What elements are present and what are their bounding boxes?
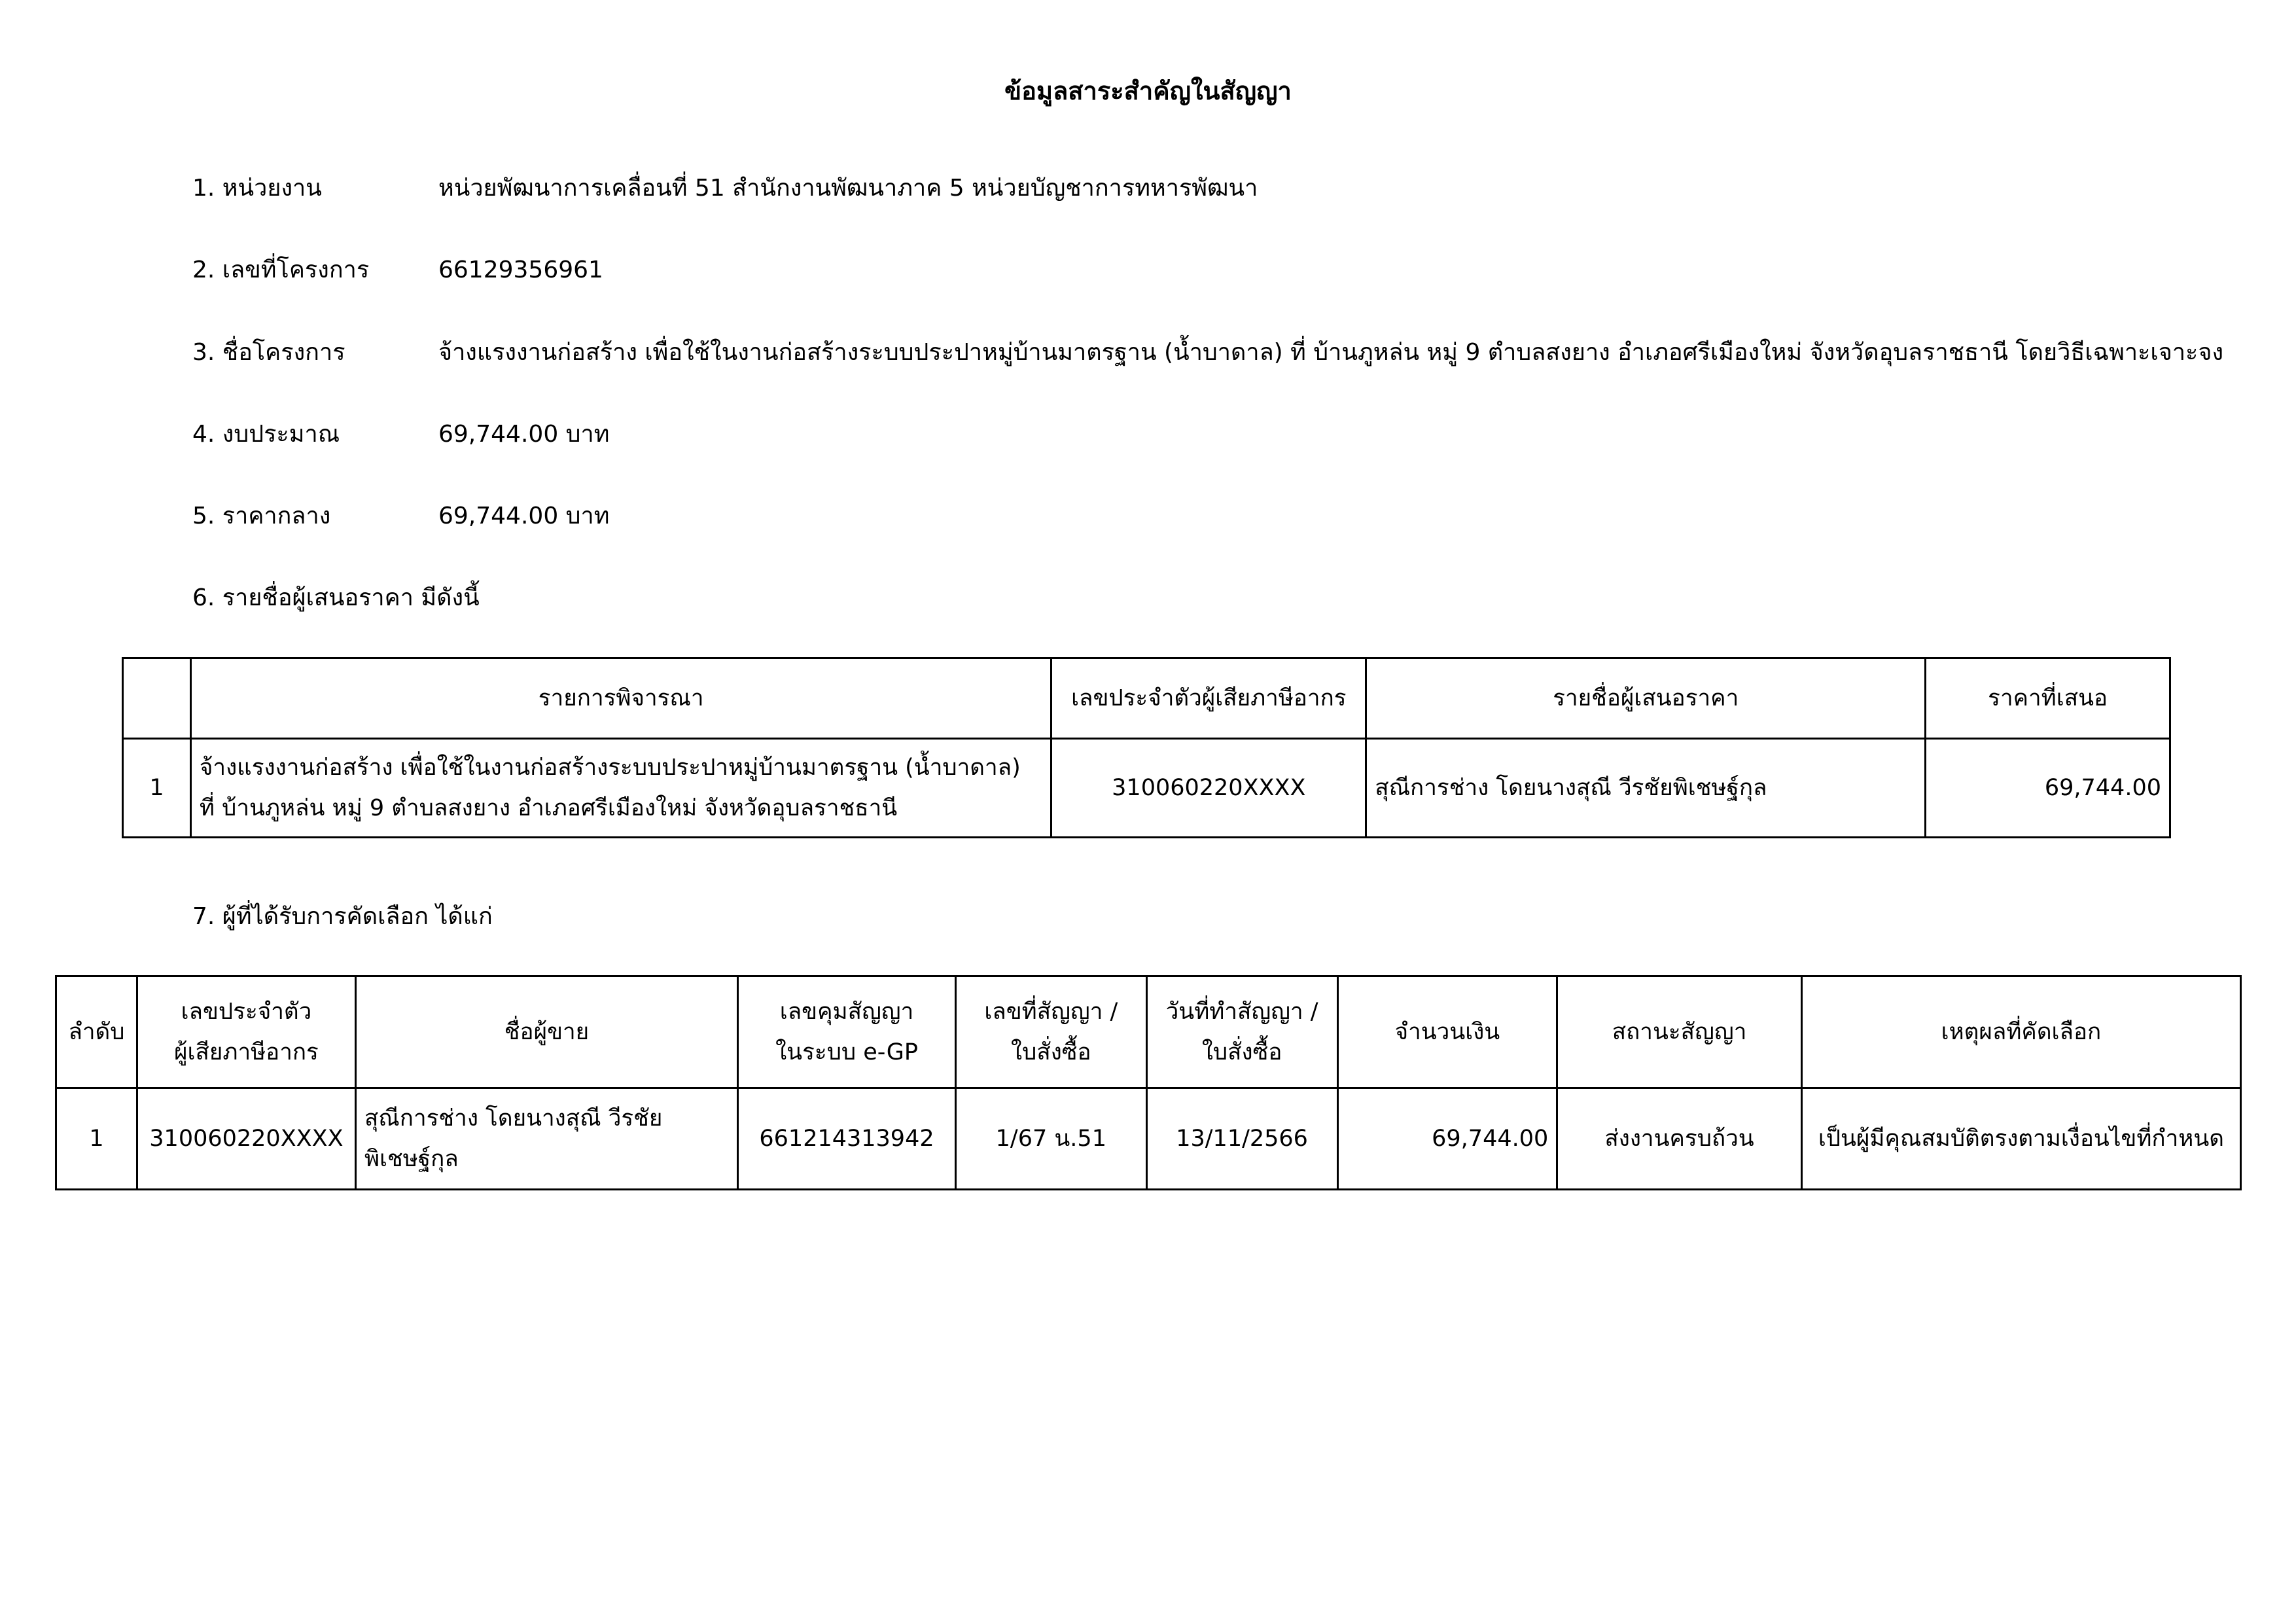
bidders-header-bidder: รายชื่อผู้เสนอราคา — [1366, 658, 1926, 739]
field-project-name-label: 3. ชื่อโครงการ — [192, 339, 345, 366]
field-project-name-value: จ้างแรงงานก่อสร้าง เพื่อใช้ในงานก่อสร้างระบบประปาหมู่บ้านมาตรฐาน (น้ำบาดาล) ที่ บ้านภูหล่น หมู่ 9 ตำบลสงยาง อำเภอศรีเมืองใหม่ จังหวัดอุบลราชธานี โดยวิธีเฉพาะเจาะจง — [438, 339, 2224, 366]
award-table — [55, 975, 2242, 1190]
document-title: ข้อมูลสาระสำคัญในสัญญา — [1004, 77, 1292, 105]
field-median-price — [192, 500, 609, 533]
award-header-egp-line2: ในระบบ e-GP — [775, 1039, 918, 1065]
award-cell-contract-no: 1/67 น.51 — [955, 1088, 1146, 1190]
field-project-number — [192, 254, 603, 287]
award-cell-contract-date: 13/11/2566 — [1146, 1088, 1337, 1190]
field-budget-value: 69,744.00 บาท — [438, 421, 610, 448]
award-table-header-row — [56, 976, 2241, 1088]
field-agency-label: 1. หน่วยงาน — [192, 175, 322, 202]
award-header-contract-date — [1146, 976, 1337, 1088]
award-header-tax-id-line1: เลขประจำตัว — [181, 999, 312, 1025]
field-agency-value: หน่วยพัฒนาการเคลื่อนที่ 51 สำนักงานพัฒนาภาค 5 หน่วยบัญชาการทหารพัฒนา — [438, 175, 1258, 202]
bidders-cell-tax-id: 310060220XXXX — [1051, 739, 1366, 838]
award-header-contract-no — [955, 976, 1146, 1088]
award-cell-seller-line1: สุณีการช่าง โดยนางสุณี วีรชัย — [364, 1105, 663, 1132]
award-cell-reason: เป็นผู้มีคุณสมบัติตรงตามเงื่อนไขที่กำหนด — [1801, 1088, 2240, 1190]
bidders-cell-item-line1: จ้างแรงงานก่อสร้าง เพื่อใช้ในงานก่อสร้างระบบประปาหมู่บ้านมาตรฐาน (น้ำบาดาล) — [199, 755, 1021, 781]
bidders-cell-item — [190, 739, 1051, 838]
bidders-header-tax-id: เลขประจำตัวผู้เสียภาษีอากร — [1051, 658, 1366, 739]
award-cell-no: 1 — [56, 1088, 137, 1190]
award-header-contract-date-line2: ใบสั่งซื้อ — [1201, 1039, 1282, 1065]
table-row — [123, 739, 2170, 838]
award-cell-status: ส่งงานครบถ้วน — [1557, 1088, 1802, 1190]
award-cell-seller — [355, 1088, 737, 1190]
award-header-amount: จำนวนเงิน — [1337, 976, 1557, 1088]
award-header-tax-id-line2: ผู้เสียภาษีอากร — [174, 1039, 319, 1065]
bidders-header-no — [123, 658, 191, 739]
field-project-number-value: 66129356961 — [438, 257, 603, 283]
award-cell-egp-no: 661214313942 — [738, 1088, 956, 1190]
field-budget-label: 4. งบประมาณ — [192, 421, 340, 448]
award-header-contract-no-line2: ใบสั่งซื้อ — [1011, 1039, 1091, 1065]
award-header-no: ลำดับ — [56, 976, 137, 1088]
award-header-contract-no-line1: เลขที่สัญญา / — [984, 999, 1118, 1025]
bidders-cell-item-line2: ที่ บ้านภูหล่น หมู่ 9 ตำบลสงยาง อำเภอศรีเมืองใหม่ จังหวัดอุบลราชธานี — [199, 795, 898, 821]
award-header-seller: ชื่อผู้ขาย — [355, 976, 737, 1088]
bidders-table — [122, 657, 2171, 838]
award-header-tax-id — [137, 976, 355, 1088]
bidders-cell-price: 69,744.00 — [1926, 739, 2170, 838]
bidders-heading: 6. รายชื่อผู้เสนอราคา มีดังนี้ — [192, 584, 480, 611]
bidders-cell-bidder: สุณีการช่าง โดยนางสุณี วีรชัยพิเชษฐ์กุล — [1366, 739, 1926, 838]
selected-heading: 7. ผู้ที่ได้รับการคัดเลือก ได้แก่ — [192, 903, 493, 930]
award-header-status: สถานะสัญญา — [1557, 976, 1802, 1088]
field-project-number-label: 2. เลขที่โครงการ — [192, 257, 370, 283]
field-project-name — [192, 336, 2223, 369]
bidders-cell-no: 1 — [123, 739, 191, 838]
bidders-header-item: รายการพิจารณา — [190, 658, 1051, 739]
award-cell-amount: 69,744.00 — [1337, 1088, 1557, 1190]
table-row — [56, 1088, 2241, 1190]
award-cell-tax-id: 310060220XXXX — [137, 1088, 355, 1190]
bidders-header-price: ราคาที่เสนอ — [1926, 658, 2170, 739]
award-cell-seller-line2: พิเชษฐ์กุล — [364, 1146, 459, 1172]
award-header-reason: เหตุผลที่คัดเลือก — [1801, 976, 2240, 1088]
award-header-contract-date-line1: วันที่ทำสัญญา / — [1165, 999, 1318, 1025]
bidders-table-header-row — [123, 658, 2170, 739]
award-header-egp-line1: เลขคุมสัญญา — [779, 999, 914, 1025]
field-median-price-label: 5. ราคากลาง — [192, 503, 331, 529]
field-agency — [192, 172, 1258, 205]
field-budget — [192, 418, 609, 451]
award-header-egp — [738, 976, 956, 1088]
field-median-price-value: 69,744.00 บาท — [438, 503, 610, 529]
